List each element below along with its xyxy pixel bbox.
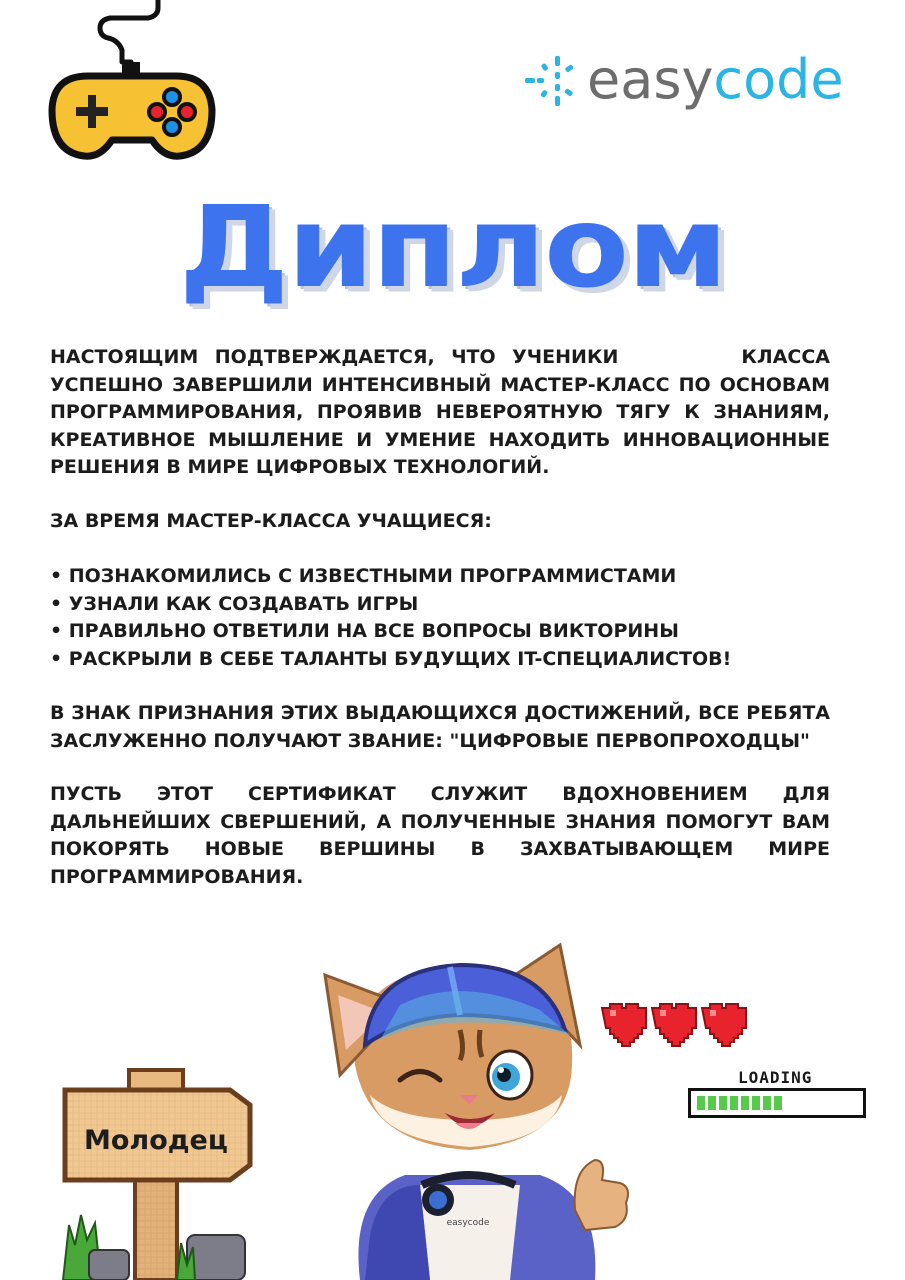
logo-code: code bbox=[713, 48, 844, 111]
intro-part-c: УСПЕШНО ЗАВЕРШИЛИ ИНТЕНСИВНЫЙ МАСТЕР-КЛАСС ПО ОСНОВАМ ПРОГРАММИРОВАНИЯ, ПРОЯВИВ НЕВЕРОЯТНУЮ ТЯГУ К ЗНАНИЯМ, КРЕАТИВНОЕ МЫШЛЕНИЕ И УМЕНИЕ НАХОДИТЬ ИННОВАЦИОННЫЕ РЕШЕНИЯ В МИРЕ ЦИФРОВЫХ ТЕХНОЛОГИЙ. bbox=[50, 373, 830, 478]
intro-paragraph bbox=[50, 344, 830, 482]
loading-segment bbox=[763, 1096, 771, 1110]
wooden-sign bbox=[55, 1065, 260, 1280]
loading-segment bbox=[741, 1096, 749, 1110]
logo-easy: easy bbox=[587, 48, 714, 111]
sign-label: Молодец bbox=[84, 1125, 228, 1156]
list-item: • УЗНАЛИ КАК СОЗДАВАТЬ ИГРЫ bbox=[50, 592, 419, 615]
gamepad-icon bbox=[48, 0, 216, 165]
loading-label: LOADING bbox=[738, 1068, 813, 1087]
during-paragraph: ЗА ВРЕМЯ МАСТЕР-КЛАССА УЧАЩИЕСЯ: bbox=[50, 510, 492, 532]
achievements-list bbox=[50, 563, 830, 673]
loading-segment bbox=[719, 1096, 727, 1110]
closing-paragraph: ПУСТЬ ЭТОТ СЕРТИФИКАТ СЛУЖИТ ВДОХНОВЕНИЕМ ДЛЯ ДАЛЬНЕЙШИХ СВЕРШЕНИЙ, А ПОЛУЧЕННЫЕ ЗНАНИЯ ПОМОГУТ ВАМ ПОКОРЯТЬ НОВЫЕ ВЕРШИНЫ В ЗАХВАТЫВАЮЩЕМ МИРЕ ПРОГРАММИРОВАНИЯ. bbox=[50, 783, 830, 888]
loading-bar bbox=[688, 1088, 866, 1118]
list-item: • ПРАВИЛЬНО ОТВЕТИЛИ НА ВСЕ ВОПРОСЫ ВИКТОРИНЫ bbox=[50, 620, 679, 642]
loading-segment bbox=[752, 1096, 760, 1110]
list-item: • ПОЗНАКОМИЛИСЬ С ИЗВЕСТНЫМИ ПРОГРАММИСТАМИ bbox=[50, 565, 677, 587]
heart-icon bbox=[652, 1004, 696, 1046]
intro-part-a: НАСТОЯЩИМ ПОДТВЕРЖДАЕТСЯ, ЧТО УЧЕНИКИ bbox=[50, 346, 619, 368]
list-item: • РАСКРЫЛИ В СЕБЕ ТАЛАНТЫ БУДУЩИХ IT-СПЕЦИАЛИСТОВ! bbox=[50, 647, 732, 670]
page-title: Диплом bbox=[178, 181, 727, 313]
cat-mascot bbox=[310, 935, 650, 1280]
loading-progress-fill bbox=[697, 1096, 782, 1110]
logo-wordmark bbox=[587, 48, 844, 111]
cat-shirt-logo: easycode bbox=[446, 1218, 490, 1228]
recognition-paragraph: В ЗНАК ПРИЗНАНИЯ ЭТИХ ВЫДАЮЩИХСЯ ДОСТИЖЕНИЙ, ВСЕ РЕБЯТА ЗАСЛУЖЕННО ПОЛУЧАЮТ ЗВАНИЕ: "ЦИФРОВЫЕ ПЕРВОПРОХОДЦЫ" bbox=[50, 702, 830, 752]
intro-part-b: КЛАССА bbox=[741, 346, 830, 368]
logo-sunburst-icon bbox=[525, 52, 581, 108]
loading-segment bbox=[730, 1096, 738, 1110]
loading-segment bbox=[697, 1096, 705, 1110]
heart-icon bbox=[702, 1004, 746, 1046]
easycode-logo bbox=[525, 45, 844, 115]
loading-segment bbox=[708, 1096, 716, 1110]
loading-segment bbox=[774, 1096, 782, 1110]
